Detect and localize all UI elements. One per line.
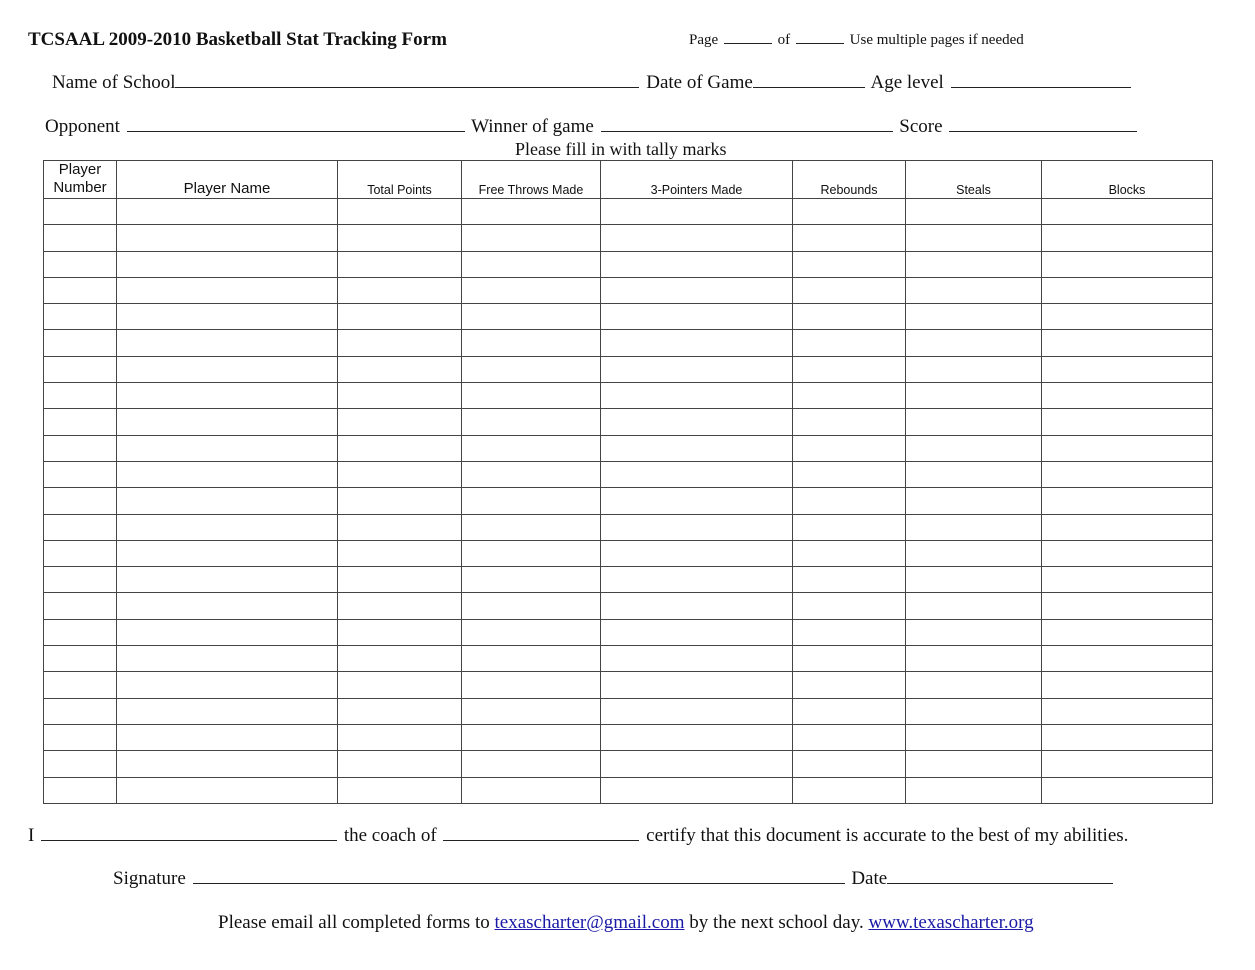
table-cell[interactable] <box>601 435 793 461</box>
table-cell[interactable] <box>462 461 601 487</box>
table-cell[interactable] <box>1042 777 1213 803</box>
table-cell[interactable] <box>462 593 601 619</box>
table-cell[interactable] <box>462 777 601 803</box>
table-cell[interactable] <box>1042 356 1213 382</box>
table-cell[interactable] <box>601 383 793 409</box>
table-cell[interactable] <box>601 593 793 619</box>
table-cell[interactable] <box>44 225 117 251</box>
table-cell[interactable] <box>601 356 793 382</box>
table-cell[interactable] <box>462 488 601 514</box>
table-cell[interactable] <box>906 619 1042 645</box>
table-cell[interactable] <box>338 619 462 645</box>
table-row <box>44 751 1213 777</box>
table-row <box>44 540 1213 566</box>
date-of-game-blank[interactable] <box>753 86 865 88</box>
table-cell[interactable] <box>44 724 117 750</box>
table-cell[interactable] <box>906 724 1042 750</box>
table-cell[interactable] <box>1042 646 1213 672</box>
table-cell[interactable] <box>44 751 117 777</box>
table-row <box>44 777 1213 803</box>
table-cell[interactable] <box>906 356 1042 382</box>
table-cell[interactable] <box>906 698 1042 724</box>
table-cell[interactable] <box>117 646 338 672</box>
date-blank[interactable] <box>887 882 1113 884</box>
table-cell[interactable] <box>338 724 462 750</box>
table-cell[interactable] <box>44 409 117 435</box>
table-cell[interactable] <box>44 672 117 698</box>
table-cell[interactable] <box>117 672 338 698</box>
table-cell[interactable] <box>1042 409 1213 435</box>
table-row <box>44 277 1213 303</box>
stats-table <box>43 160 1213 804</box>
table-cell[interactable] <box>44 383 117 409</box>
table-cell[interactable] <box>601 619 793 645</box>
table-cell[interactable] <box>44 777 117 803</box>
table-cell[interactable] <box>117 277 338 303</box>
col-free-throws: Free Throws Made <box>462 161 601 199</box>
score-blank[interactable] <box>949 130 1137 132</box>
table-cell[interactable] <box>338 593 462 619</box>
table-cell[interactable] <box>117 698 338 724</box>
table-cell[interactable] <box>906 435 1042 461</box>
table-row <box>44 356 1213 382</box>
table-cell[interactable] <box>44 619 117 645</box>
table-cell[interactable] <box>462 383 601 409</box>
table-cell[interactable] <box>462 225 601 251</box>
table-cell[interactable] <box>462 435 601 461</box>
table-cell[interactable] <box>338 383 462 409</box>
table-cell[interactable] <box>601 277 793 303</box>
table-cell[interactable] <box>117 356 338 382</box>
table-cell[interactable] <box>117 225 338 251</box>
page-number-blank[interactable] <box>724 42 772 44</box>
signature-line <box>113 868 1115 890</box>
table-cell[interactable] <box>338 461 462 487</box>
table-cell[interactable] <box>117 461 338 487</box>
table-cell[interactable] <box>906 330 1042 356</box>
table-cell[interactable] <box>462 724 601 750</box>
form-title: TCSAAL 2009-2010 Basketball Stat Tracking Form <box>28 29 447 50</box>
table-cell[interactable] <box>44 199 117 225</box>
table-cell[interactable] <box>1042 672 1213 698</box>
table-cell[interactable] <box>793 304 906 330</box>
table-cell[interactable] <box>462 514 601 540</box>
table-cell[interactable] <box>117 330 338 356</box>
table-header-row <box>44 161 1213 199</box>
table-row <box>44 409 1213 435</box>
table-cell[interactable] <box>906 646 1042 672</box>
table-cell[interactable] <box>1042 225 1213 251</box>
table-cell[interactable] <box>338 672 462 698</box>
table-cell[interactable] <box>793 619 906 645</box>
table-row <box>44 593 1213 619</box>
table-cell[interactable] <box>1042 724 1213 750</box>
table-cell[interactable] <box>117 619 338 645</box>
table-row <box>44 619 1213 645</box>
table-cell[interactable] <box>793 330 906 356</box>
certification-line <box>28 825 1128 847</box>
table-cell[interactable] <box>338 751 462 777</box>
table-cell[interactable] <box>906 514 1042 540</box>
certify-text: certify that this document is accurate to the best of my abilities. <box>646 825 1129 846</box>
table-cell[interactable] <box>117 777 338 803</box>
table-row <box>44 304 1213 330</box>
table-cell[interactable] <box>1042 540 1213 566</box>
table-cell[interactable] <box>338 698 462 724</box>
table-row <box>44 567 1213 593</box>
table-row <box>44 251 1213 277</box>
table-cell[interactable] <box>793 646 906 672</box>
table-cell[interactable] <box>462 409 601 435</box>
table-cell[interactable] <box>906 304 1042 330</box>
table-cell[interactable] <box>601 304 793 330</box>
table-cell[interactable] <box>462 251 601 277</box>
table-cell[interactable] <box>906 751 1042 777</box>
table-cell[interactable] <box>44 488 117 514</box>
table-row <box>44 225 1213 251</box>
table-cell[interactable] <box>793 567 906 593</box>
table-cell[interactable] <box>793 751 906 777</box>
table-cell[interactable] <box>338 330 462 356</box>
table-cell[interactable] <box>44 514 117 540</box>
table-cell[interactable] <box>462 751 601 777</box>
table-cell[interactable] <box>462 619 601 645</box>
school-label: Name of School <box>52 72 176 93</box>
table-row <box>44 488 1213 514</box>
age-level-blank[interactable] <box>951 86 1131 88</box>
table-cell[interactable] <box>1042 514 1213 540</box>
table-cell[interactable] <box>906 277 1042 303</box>
table-cell[interactable] <box>793 409 906 435</box>
coach-of-label: the coach of <box>343 825 437 846</box>
table-cell[interactable] <box>462 330 601 356</box>
table-cell[interactable] <box>601 461 793 487</box>
table-cell[interactable] <box>117 593 338 619</box>
table-cell[interactable] <box>338 277 462 303</box>
table-cell[interactable] <box>793 593 906 619</box>
table-row <box>44 435 1213 461</box>
table-cell[interactable] <box>1042 304 1213 330</box>
table-cell[interactable] <box>44 356 117 382</box>
table-cell[interactable] <box>44 540 117 566</box>
tally-instruction: Please fill in with tally marks <box>515 139 727 159</box>
table-cell[interactable] <box>793 199 906 225</box>
website-link[interactable]: www.texascharter.org <box>868 912 1034 933</box>
table-cell[interactable] <box>117 567 338 593</box>
table-cell[interactable] <box>117 199 338 225</box>
opponent-label: Opponent <box>45 116 120 137</box>
table-cell[interactable] <box>338 435 462 461</box>
table-cell[interactable] <box>462 277 601 303</box>
email-post: by the next school day. <box>689 912 864 933</box>
school-blank[interactable] <box>175 86 639 88</box>
date-of-game-label: Date of Game <box>646 72 753 93</box>
table-cell[interactable] <box>44 593 117 619</box>
table-cell[interactable] <box>601 225 793 251</box>
table-row <box>44 514 1213 540</box>
table-cell[interactable] <box>793 251 906 277</box>
table-cell[interactable] <box>338 488 462 514</box>
table-cell[interactable] <box>793 698 906 724</box>
table-cell[interactable] <box>44 646 117 672</box>
table-cell[interactable] <box>1042 619 1213 645</box>
table-cell[interactable] <box>44 304 117 330</box>
table-cell[interactable] <box>793 461 906 487</box>
table-cell[interactable] <box>601 488 793 514</box>
table-cell[interactable] <box>117 540 338 566</box>
email-line <box>218 912 1034 934</box>
table-cell[interactable] <box>601 724 793 750</box>
table-cell[interactable] <box>601 409 793 435</box>
table-cell[interactable] <box>906 540 1042 566</box>
table-cell[interactable] <box>338 225 462 251</box>
table-cell[interactable] <box>906 251 1042 277</box>
table-cell[interactable] <box>338 540 462 566</box>
table-cell[interactable] <box>462 540 601 566</box>
table-cell[interactable] <box>793 724 906 750</box>
table-row <box>44 461 1213 487</box>
table-cell[interactable] <box>793 540 906 566</box>
table-cell[interactable] <box>601 199 793 225</box>
table-cell[interactable] <box>1042 488 1213 514</box>
table-cell[interactable] <box>338 514 462 540</box>
table-cell[interactable] <box>1042 199 1213 225</box>
page-total-blank[interactable] <box>796 42 844 44</box>
table-cell[interactable] <box>906 567 1042 593</box>
table-cell[interactable] <box>1042 698 1213 724</box>
col-blocks: Blocks <box>1042 161 1213 199</box>
table-cell[interactable] <box>338 356 462 382</box>
table-cell[interactable] <box>793 435 906 461</box>
table-cell[interactable] <box>793 277 906 303</box>
table-cell[interactable] <box>1042 277 1213 303</box>
table-cell[interactable] <box>117 514 338 540</box>
table-row <box>44 724 1213 750</box>
table-row <box>44 199 1213 225</box>
page-label: Page <box>689 32 719 48</box>
table-row <box>44 383 1213 409</box>
table-row <box>44 698 1213 724</box>
table-cell[interactable] <box>601 777 793 803</box>
table-cell[interactable] <box>462 672 601 698</box>
col-steals: Steals <box>906 161 1042 199</box>
table-cell[interactable] <box>601 672 793 698</box>
table-cell[interactable] <box>462 646 601 672</box>
table-cell[interactable] <box>1042 251 1213 277</box>
table-cell[interactable] <box>117 251 338 277</box>
table-cell[interactable] <box>338 199 462 225</box>
table-cell[interactable] <box>44 330 117 356</box>
table-cell[interactable] <box>601 698 793 724</box>
table-cell[interactable] <box>601 251 793 277</box>
table-cell[interactable] <box>906 461 1042 487</box>
table-cell[interactable] <box>117 435 338 461</box>
col-player-name: Player Name <box>117 161 338 199</box>
page-info <box>689 32 1024 49</box>
table-cell[interactable] <box>44 567 117 593</box>
table-cell[interactable] <box>1042 593 1213 619</box>
table-row <box>44 646 1213 672</box>
table-cell[interactable] <box>44 698 117 724</box>
signature-blank[interactable] <box>193 882 845 884</box>
table-cell[interactable] <box>462 199 601 225</box>
signature-label: Signature <box>113 868 186 889</box>
winner-label: Winner of game <box>471 116 594 137</box>
table-cell[interactable] <box>338 777 462 803</box>
table-cell[interactable] <box>1042 330 1213 356</box>
table-cell[interactable] <box>117 488 338 514</box>
table-cell[interactable] <box>1042 567 1213 593</box>
score-label: Score <box>899 116 943 137</box>
table-cell[interactable] <box>462 356 601 382</box>
table-cell[interactable] <box>906 383 1042 409</box>
table-cell[interactable] <box>1042 461 1213 487</box>
table-cell[interactable] <box>117 304 338 330</box>
table-cell[interactable] <box>793 672 906 698</box>
date-label: Date <box>851 868 888 889</box>
of-label: of <box>777 32 791 48</box>
table-cell[interactable] <box>44 251 117 277</box>
col-player-number: Player Number <box>44 161 117 199</box>
table-cell[interactable] <box>793 383 906 409</box>
table-cell[interactable] <box>793 514 906 540</box>
table-cell[interactable] <box>338 567 462 593</box>
table-cell[interactable] <box>601 567 793 593</box>
table-cell[interactable] <box>44 277 117 303</box>
table-cell[interactable] <box>1042 435 1213 461</box>
col-total-points: Total Points <box>338 161 462 199</box>
table-cell[interactable] <box>906 488 1042 514</box>
table-cell[interactable] <box>1042 751 1213 777</box>
col-rebounds: Rebounds <box>793 161 906 199</box>
table-cell[interactable] <box>338 646 462 672</box>
table-cell[interactable] <box>906 409 1042 435</box>
school-row <box>52 72 1133 94</box>
table-cell[interactable] <box>601 330 793 356</box>
table-cell[interactable] <box>793 488 906 514</box>
table-cell[interactable] <box>117 383 338 409</box>
table-cell[interactable] <box>44 435 117 461</box>
col-3-pointers: 3-Pointers Made <box>601 161 793 199</box>
table-cell[interactable] <box>117 724 338 750</box>
table-cell[interactable] <box>44 461 117 487</box>
table-cell[interactable] <box>601 514 793 540</box>
table-cell[interactable] <box>338 304 462 330</box>
winner-blank[interactable] <box>601 130 893 132</box>
table-cell[interactable] <box>793 225 906 251</box>
table-cell[interactable] <box>462 304 601 330</box>
table-cell[interactable] <box>906 199 1042 225</box>
table-cell[interactable] <box>601 646 793 672</box>
table-cell[interactable] <box>117 751 338 777</box>
table-cell[interactable] <box>338 409 462 435</box>
table-cell[interactable] <box>1042 383 1213 409</box>
table-cell[interactable] <box>793 777 906 803</box>
table-cell[interactable] <box>462 698 601 724</box>
email-link[interactable]: texascharter@gmail.com <box>494 912 685 933</box>
age-level-label: Age level <box>870 72 944 93</box>
opponent-blank[interactable] <box>127 130 465 132</box>
school-coach-blank[interactable] <box>443 839 639 841</box>
coach-name-blank[interactable] <box>41 839 337 841</box>
table-cell[interactable] <box>601 540 793 566</box>
table-cell[interactable] <box>906 225 1042 251</box>
multi-page-note: Use multiple pages if needed <box>849 32 1024 48</box>
table-cell[interactable] <box>338 251 462 277</box>
table-cell[interactable] <box>906 672 1042 698</box>
email-pre: Please email all completed forms to <box>218 912 490 933</box>
table-cell[interactable] <box>906 777 1042 803</box>
table-cell[interactable] <box>906 593 1042 619</box>
table-row <box>44 672 1213 698</box>
i-label: I <box>28 825 35 846</box>
table-cell[interactable] <box>793 356 906 382</box>
table-cell[interactable] <box>117 409 338 435</box>
table-cell[interactable] <box>601 751 793 777</box>
opponent-row <box>45 116 1139 138</box>
table-row <box>44 330 1213 356</box>
table-cell[interactable] <box>462 567 601 593</box>
